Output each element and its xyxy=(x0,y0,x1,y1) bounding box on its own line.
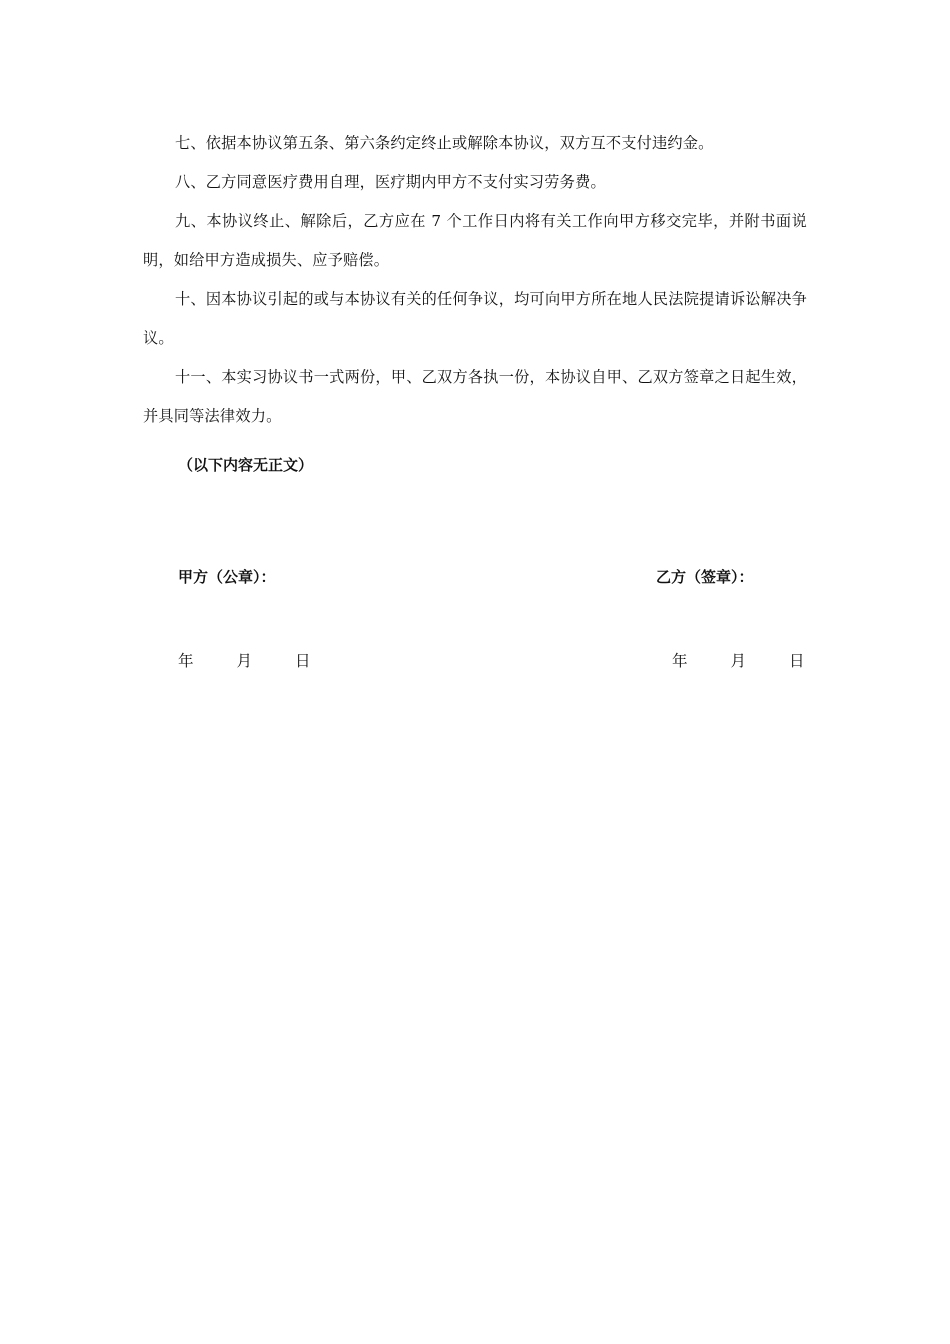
year-label: 年 xyxy=(178,652,194,670)
party-b-date xyxy=(672,649,805,673)
year-label: 年 xyxy=(672,652,688,670)
agreement-clauses xyxy=(143,124,807,436)
clause-9: 九、本协议终止、解除后，乙方应在 7 个工作日内将有关工作向甲方移交完毕，并附书面说明，如给甲方造成损失、应予赔偿。 xyxy=(143,212,807,269)
no-further-text-note: （以下内容无正文） xyxy=(178,456,314,474)
clause-7: 七、依据本协议第五条、第六条约定终止或解除本协议，双方互不支付违约金。 xyxy=(175,134,714,152)
month-label: 月 xyxy=(236,652,253,670)
day-label: 日 xyxy=(295,652,311,670)
party-a-seal-label: 甲方（公章）： xyxy=(178,568,276,586)
day-label: 日 xyxy=(789,652,805,670)
party-a-date xyxy=(178,649,311,673)
clause-11: 十一、本实习协议书一式两份，甲、乙双方各执一份，本协议自甲、乙双方签章之日起生效，并具同等法律效力。 xyxy=(143,368,807,425)
party-b-signature-label: 乙方（签章）： xyxy=(656,568,754,586)
clause-10: 十、因本协议引起的或与本协议有关的任何争议，均可向甲方所在地人民法院提请诉讼解决争议。 xyxy=(143,290,807,347)
month-label: 月 xyxy=(730,652,747,670)
clause-8: 八、乙方同意医疗费用自理，医疗期内甲方不支付实习劳务费。 xyxy=(175,173,606,191)
